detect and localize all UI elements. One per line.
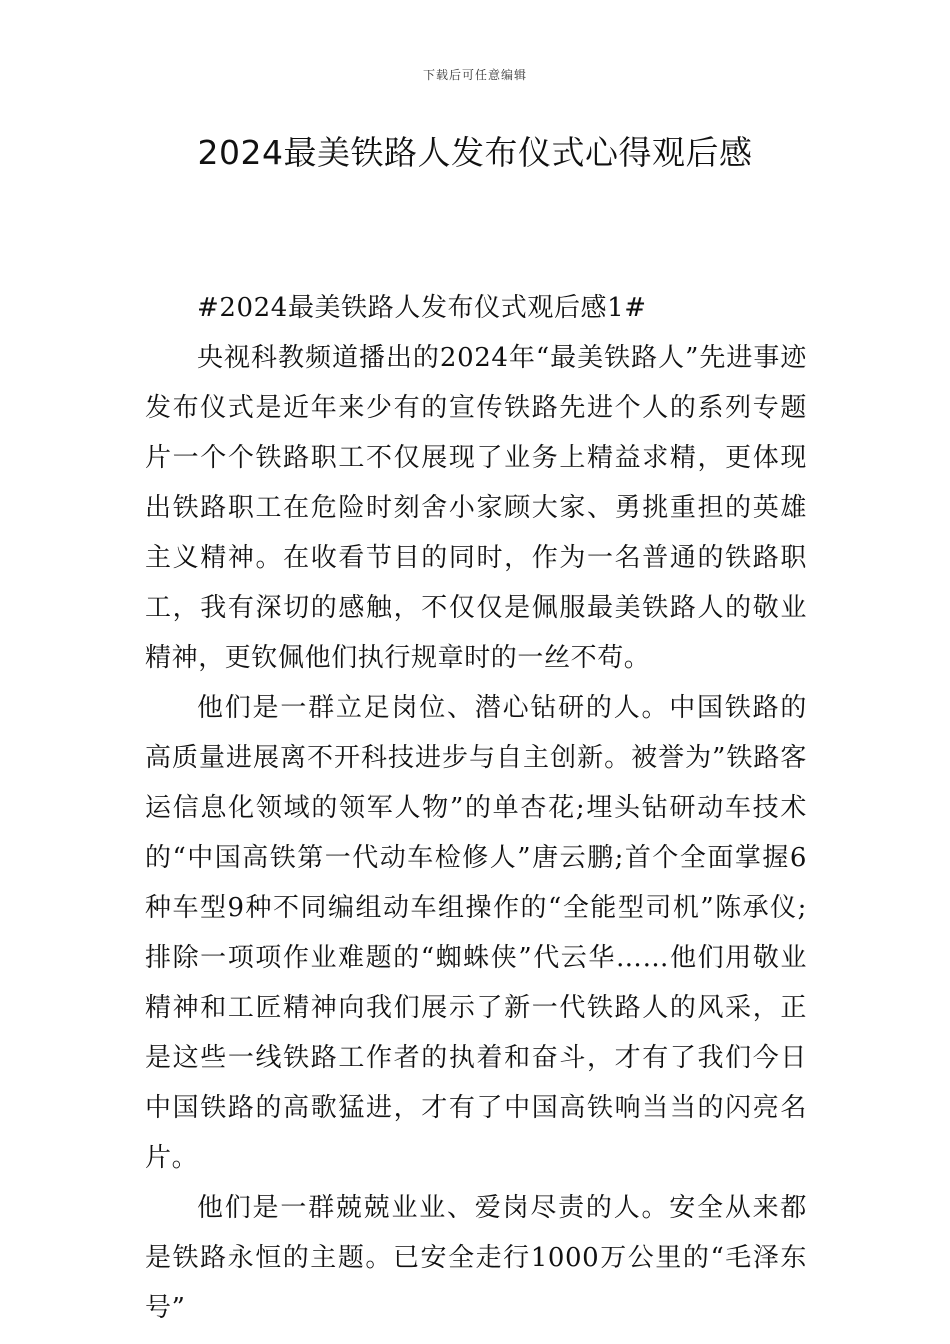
section-heading: #2024最美铁路人发布仪式观后感1#: [197, 293, 647, 323]
paragraph: 他们是一群立足岗位、潜心钻研的人。中国铁路的高质量进展离不开科技进步与自主创新。被誉为”铁路客运信息化领域的领军人物”的单杏花;埋头钻研动车技术的“中国高铁第一代动车检修人”唐云鹏;首个全面掌握6种车型9种不同编组动车组操作的“全能型司机”陈承仪;排除一项项作业难题的“蜘蛛侠”代云华……他们用敬业精神和工匠精神向我们展示了新一代铁路人的风采，正是这些一线铁路工作者的执着和奋斗，才有了我们今日中国铁路的高歌猛进，才有了中国高铁响当当的闪亮名片。: [145, 693, 807, 1173]
document-title: 2024最美铁路人发布仪式心得观后感: [197, 133, 753, 172]
document-body: [145, 283, 807, 1333]
paragraph: 央视科教频道播出的2024年“最美铁路人”先进事迹发布仪式是近年来少有的宣传铁路先进个人的系列专题片一个个铁路职工不仅展现了业务上精益求精，更体现出铁路职工在危险时刻舍小家顾大家、勇挑重担的英雄主义精神。在收看节目的同时，作为一名普通的铁路职工，我有深切的感触，不仅仅是佩服最美铁路人的敬业精神，更钦佩他们执行规章时的一丝不苟。: [145, 343, 807, 673]
header-note: 下载后可任意编辑: [422, 68, 527, 82]
paragraph: 他们是一群兢兢业业、爱岗尽责的人。安全从来都是铁路永恒的主题。已安全走行1000万公里的“毛泽东号”: [145, 1193, 807, 1323]
